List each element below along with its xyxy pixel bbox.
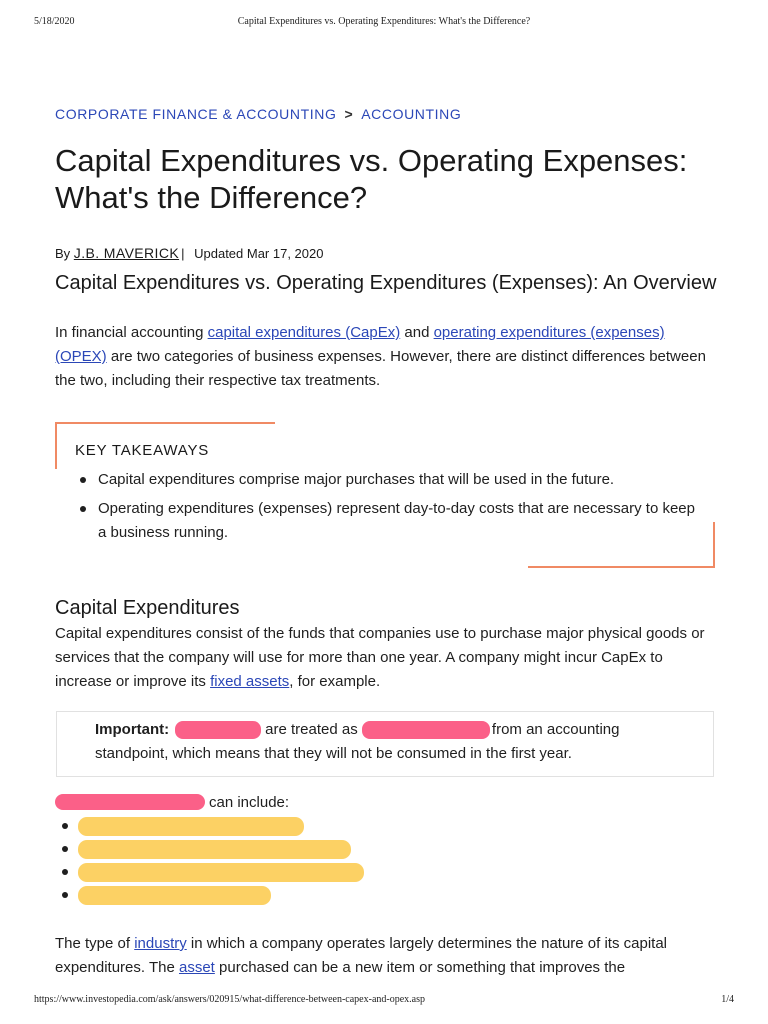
byline-by: By bbox=[55, 246, 71, 261]
industry-text-2: in which a company operates largely determines the nature of its capital expenditures. The bbox=[55, 935, 668, 976]
page-title: Capital Expenditures vs. Operating Expenses: What's the Difference? bbox=[55, 143, 688, 215]
key-takeaways-list bbox=[80, 468, 700, 550]
overview-text-3: are two categories of business expenses. However, there are distinct differences between the two, including their respective tax treatments. bbox=[55, 348, 706, 389]
redaction-mark bbox=[175, 721, 261, 739]
bullet-icon bbox=[62, 869, 68, 875]
redaction-mark bbox=[78, 886, 271, 905]
author-link[interactable]: J.B. MAVERICK bbox=[73, 245, 180, 261]
capex-heading: Capital Expenditures bbox=[55, 597, 240, 619]
bullet-icon bbox=[62, 823, 68, 829]
redaction-mark bbox=[78, 817, 304, 836]
list-item bbox=[80, 468, 700, 492]
important-text-2: from an accounting standpoint, which means that they will not be consumed in the first year. bbox=[95, 721, 620, 762]
overview-text-1: In financial accounting bbox=[55, 324, 208, 341]
capex-link[interactable]: capital expenditures (CapEx) bbox=[207, 324, 401, 341]
important-label: Important: bbox=[95, 721, 170, 738]
bullet-icon bbox=[80, 477, 86, 483]
overview-heading: Capital Expenditures vs. Operating Expenditures (Expenses): An Overview bbox=[55, 272, 717, 294]
capex-text-1: Capital expenditures consist of the funds that companies use to purchase major physical goods or services that the company will use for more than one year. A company might incur CapEx to increase or improve its bbox=[55, 625, 705, 690]
capex-text-2: , for example. bbox=[289, 673, 381, 690]
overview-text-2: and bbox=[400, 324, 434, 341]
redaction-mark bbox=[55, 794, 205, 810]
redaction-mark bbox=[78, 863, 364, 882]
redaction-mark bbox=[362, 721, 490, 739]
industry-text-3: purchased can be a new item or something that improves the bbox=[214, 959, 626, 976]
capex-paragraph bbox=[55, 622, 715, 694]
important-text-1: are treated as bbox=[265, 721, 358, 738]
industry-text-1: The type of bbox=[55, 935, 135, 952]
print-footer bbox=[0, 994, 768, 1010]
opex-link[interactable]: operating expenditures (expenses) (OPEX) bbox=[55, 324, 665, 365]
list-item bbox=[80, 497, 700, 545]
bullet-icon bbox=[80, 506, 86, 512]
redaction-mark bbox=[78, 840, 351, 859]
updated-date: Updated Mar 17, 2020 bbox=[194, 246, 324, 261]
print-page-number: 1/4 bbox=[721, 994, 734, 1005]
takeaway-text: Capital expenditures comprise major purchases that will be used in the future. bbox=[98, 471, 615, 488]
overview-paragraph bbox=[55, 321, 715, 393]
bullet-icon bbox=[62, 846, 68, 852]
asset-link[interactable]: asset bbox=[178, 959, 215, 976]
byline bbox=[55, 245, 323, 261]
takeaway-text: Operating expenditures (expenses) represent day-to-day costs that are necessary to keep a business running. bbox=[98, 500, 695, 541]
breadcrumb-parent-link[interactable]: CORPORATE FINANCE & ACCOUNTING bbox=[55, 106, 337, 122]
byline-divider: | bbox=[181, 246, 185, 261]
print-header bbox=[0, 16, 768, 32]
breadcrumb bbox=[55, 106, 461, 122]
print-date: 5/18/2020 bbox=[34, 16, 75, 27]
important-text bbox=[95, 718, 695, 766]
includes-text: can include: bbox=[209, 794, 290, 811]
bullet-icon bbox=[62, 892, 68, 898]
industry-link[interactable]: industry bbox=[134, 935, 187, 952]
chevron-right-icon: > bbox=[344, 106, 354, 122]
breadcrumb-current-link[interactable]: ACCOUNTING bbox=[361, 106, 462, 122]
print-title: Capital Expenditures vs. Operating Expenditures: What's the Difference? bbox=[237, 16, 531, 27]
key-takeaways-title: KEY TAKEAWAYS bbox=[75, 442, 210, 459]
print-url: https://www.investopedia.com/ask/answers/020915/what-difference-between-capex-and-opex.asp bbox=[34, 994, 425, 1005]
industry-paragraph bbox=[55, 932, 715, 980]
fixed-assets-link[interactable]: fixed assets bbox=[210, 673, 290, 690]
